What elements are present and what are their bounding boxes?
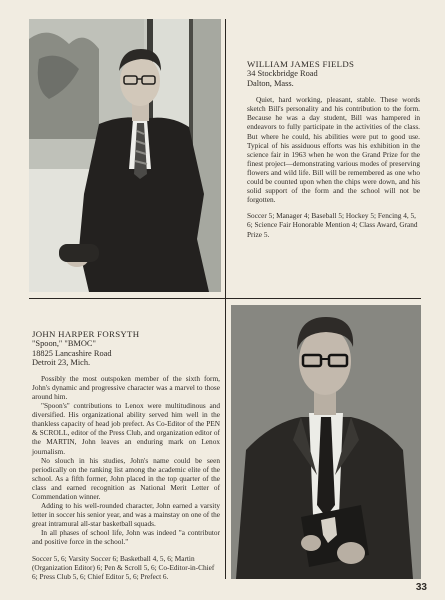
address-line: Dalton, Mass. <box>247 78 294 88</box>
portrait-photo-fields <box>29 19 221 292</box>
activities-list: Soccer 5; Manager 4; Baseball 5; Hockey 5; Fencing 4, 5, 6; Science Fair Honorable Mention 4; Class Award, Grand Prize 5. <box>247 211 418 239</box>
bio-paragraph: Quiet, hard working, pleasant, stable. These words sketch Bill's personality and his contribution to the form. Because he was a day student, Bill was hampered in endeavors to fully participate in the activities of the class. But where he could, his abilities were put to good use. Typical of his assiduous efforts was his exhibition in the science fair in 1963 when he won the Grand Prize for the finest project—demonstrating various modes of preserving flowers and wild life. Bill will be remembered as one who could be counted upon when the chips were down, and his solid support of the form and the school will not be forgotten. <box>247 95 420 205</box>
portrait-illustration-fields <box>29 19 221 292</box>
bio-paragraph: No slouch in his studies, John's name could be seen periodically on the ranking list among the academic elite of the school. As a fifth former, John placed in the top quarter of the class and earned recognition as National Merit Letter of Commendation winner. <box>32 455 220 501</box>
address-line: 34 Stockbridge Road <box>247 69 318 78</box>
bio-paragraph: Adding to his well-rounded character, John earned a varsity letter in soccer his senior year, and was a mainstay on one of the great intramural all-star basketball squads. <box>32 501 220 529</box>
activities-list: Soccer 5, 6; Varsity Soccer 6; Basketball 4, 5, 6; Martin (Organization Editor) 6; Pen & Scroll 5, 6; Co-Editor-in-Chief 6; Press Club 5, 6; Chief Editor 5, 6; Prefect 6. <box>32 553 215 581</box>
portrait-illustration-forsyth <box>231 305 421 579</box>
page-number: 33 <box>415 582 427 593</box>
bio-fields <box>247 59 420 239</box>
portrait-photo-forsyth <box>231 305 421 579</box>
vertical-divider <box>225 19 226 579</box>
address-line: 18825 Lancashire Road <box>32 348 112 358</box>
bio-paragraph: In all phases of school life, John was indeed "a contributor and positive force in the school." <box>32 528 220 547</box>
student-name: WILLIAM JAMES FIELDS <box>247 59 355 69</box>
address-line: Detroit 23, Mich. <box>32 358 91 368</box>
horizontal-divider <box>29 298 421 299</box>
student-name: JOHN HARPER FORSYTH <box>32 329 140 339</box>
nicknames: "Spoon," "BMOC" <box>32 339 96 348</box>
bio-paragraph: "Spoon's" contributions to Lenox were multitudinous and diversified. His organizational ability served him well in the thankless capacity of head job prefect. As Co-Editor of the PEN & SCROLL, editor of the Press Club, and organization editor of the MARTIN, John leaves an enduring mark on Lenox journalism. <box>32 401 220 456</box>
bio-paragraph: Possibly the most outspoken member of the sixth form, John's dynamic and progressive character was a marvel to those around him. <box>32 373 220 401</box>
bio-forsyth <box>32 329 220 581</box>
